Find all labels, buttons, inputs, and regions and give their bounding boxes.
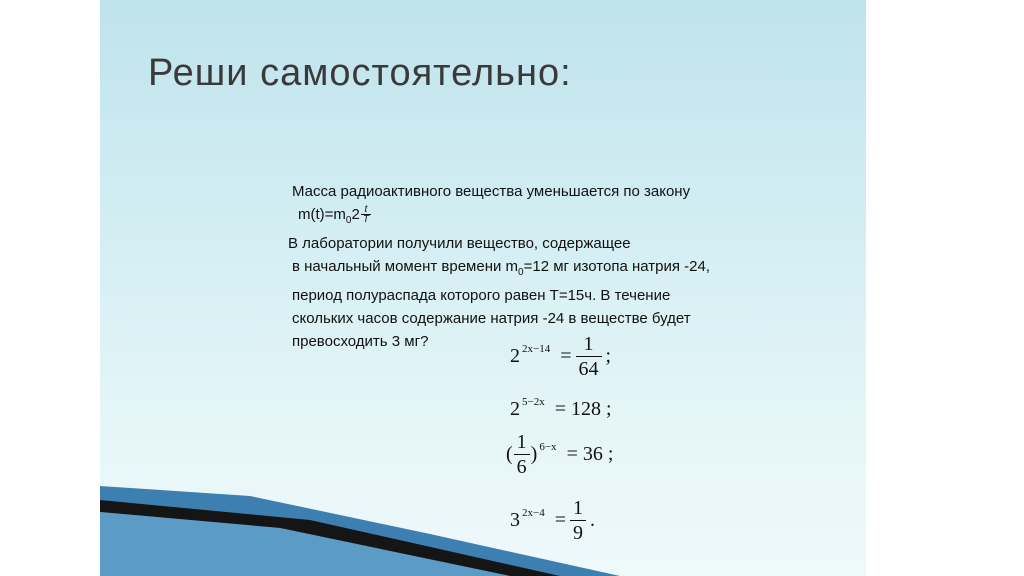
problem-line-4	[280, 255, 820, 284]
eq1-fraction	[576, 332, 602, 381]
equation-3	[506, 430, 613, 479]
problem-line-5: период полураспада которого равен T=15ч. В течение	[292, 287, 671, 304]
law-exponent	[361, 205, 371, 224]
eq3-rhs: = 36 ;	[566, 443, 614, 465]
law-exp-den: T	[362, 214, 369, 225]
slide-title: Реши самостоятельно:	[148, 52, 572, 94]
eq3-fraction	[514, 430, 530, 479]
problem-line-7: превосходить 3 мг?	[292, 333, 429, 350]
eq1-base: 2	[510, 345, 520, 367]
eq3-numerator: 1	[516, 431, 527, 453]
eq2-exponent: 5−2x	[522, 395, 545, 408]
eq1-equals: =	[560, 345, 572, 367]
decay-law-formula	[280, 203, 820, 232]
eq1-denominator: 64	[576, 356, 602, 381]
eq4-equals: =	[554, 509, 566, 531]
line4-start: в начальный момент времени m	[292, 258, 519, 275]
law-exp-num: t	[364, 204, 368, 215]
eq1-numerator: 1	[583, 333, 594, 355]
eq4-denominator: 9	[570, 520, 586, 545]
eq3-close-paren: )	[530, 443, 538, 465]
eq2-rhs: = 128 ;	[554, 398, 612, 420]
equation-1	[510, 332, 611, 381]
eq1-end: ;	[605, 345, 612, 367]
eq4-fraction	[570, 496, 586, 545]
equation-2	[510, 395, 612, 421]
line4-subscript: 0	[518, 267, 524, 278]
equation-4	[510, 496, 595, 545]
slide	[100, 0, 866, 576]
law-base: 2	[351, 206, 360, 223]
eq3-denominator: 6	[514, 454, 530, 479]
eq1-exponent: 2x−14	[522, 342, 551, 355]
eq3-exponent: 6−x	[539, 440, 557, 453]
eq3-open-paren: (	[506, 443, 513, 465]
law-subscript: 0	[345, 215, 352, 226]
line4-end: =12 мг изотопа натрия -24,	[523, 258, 710, 275]
law-left: m(t)=m	[298, 206, 346, 223]
problem-line-1: Масса радиоактивного вещества уменьшается по закону	[292, 183, 691, 200]
problem-line-6: скольких часов содержание натрия -24 в веществе будет	[292, 310, 691, 327]
eq4-end: .	[590, 509, 595, 531]
eq4-numerator: 1	[573, 497, 583, 519]
problem-text	[280, 180, 820, 353]
eq4-base: 3	[510, 509, 520, 531]
eq2-base: 2	[510, 398, 520, 420]
problem-line-3: В лаборатории получили вещество, содержащее	[288, 235, 631, 252]
eq4-exponent: 2x−4	[522, 506, 545, 519]
